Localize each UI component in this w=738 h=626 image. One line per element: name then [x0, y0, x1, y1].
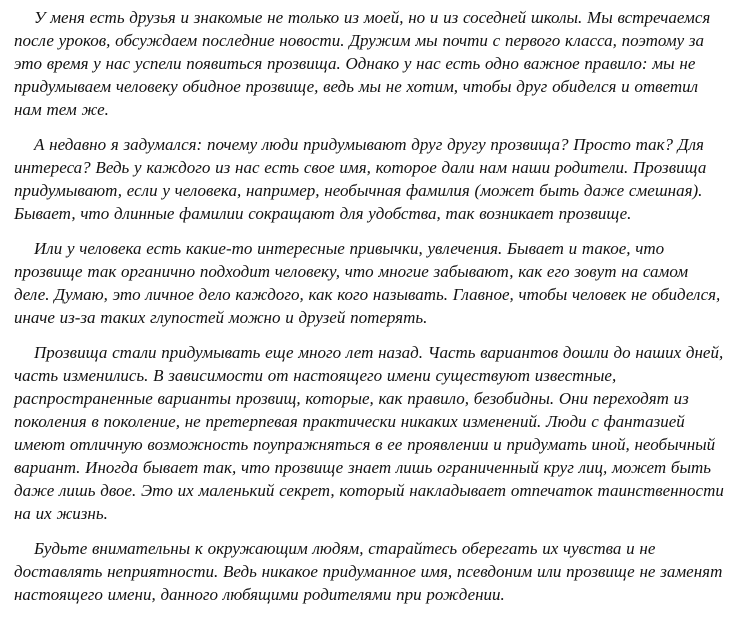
paragraph-5: Будьте внимательны к окружающим людям, старайтесь оберегать их чувства и не доставлять неприятности. Ведь никакое придуманное имя, псевдоним или прозвище не заменят настоящего имени, данного любящими родителями при рождении.	[14, 539, 723, 604]
paragraph-4: Прозвища стали придумывать еще много лет назад. Часть вариантов дошли до наших дней, часть изменились. В зависимости от настоящего имени существуют известные, распространенные варианты прозвищ, которые, как правило, безобидны. Они переходят из поколения в поколение, не претерпевая практически никаких изменений. Люди с фантазией имеют отличную возможность поупражняться в ее проявлении и придумать иной, необычный вариант. Иногда бывает так, что прозвище знает лишь ограниченный круг лиц, может быть даже лишь двое. Это их маленький секрет, который накладывает отпечаток таинственности на их жизнь.	[14, 343, 724, 523]
paragraph-2: А недавно я задумался: почему люди придумывают друг другу прозвища? Просто так? Для интереса? Ведь у каждого из нас есть свое имя, которое дали нам наши родители. Прозвища придумывают, если у человека, например, необычная фамилия (может быть даже смешная). Бывает, что длинные фамилии сокращают для удобства, так возникает прозвище.	[14, 135, 707, 223]
paragraph-1: У меня есть друзья и знакомые не только из моей, но и из соседней школы. Мы встречаемся после уроков, обсуждаем последние новости. Дружим мы почти с первого класса, поэтому за это время у нас успели появиться прозвища. Однако у нас есть одно важное правило: мы не придумываем человеку обидное прозвище, ведь мы не хотим, чтобы друг обиделся и ответил нам тем же.	[14, 8, 711, 119]
paragraph-3: Или у человека есть какие-то интересные привычки, увлечения. Бывает и такое, что прозвище так органично подходит человеку, что многие забывают, как его зовут на самом деле. Думаю, это личное дело каждого, как кого называть. Главное, чтобы человек не обиделся, иначе из-за таких глупостей можно и друзей потерять.	[14, 239, 721, 327]
